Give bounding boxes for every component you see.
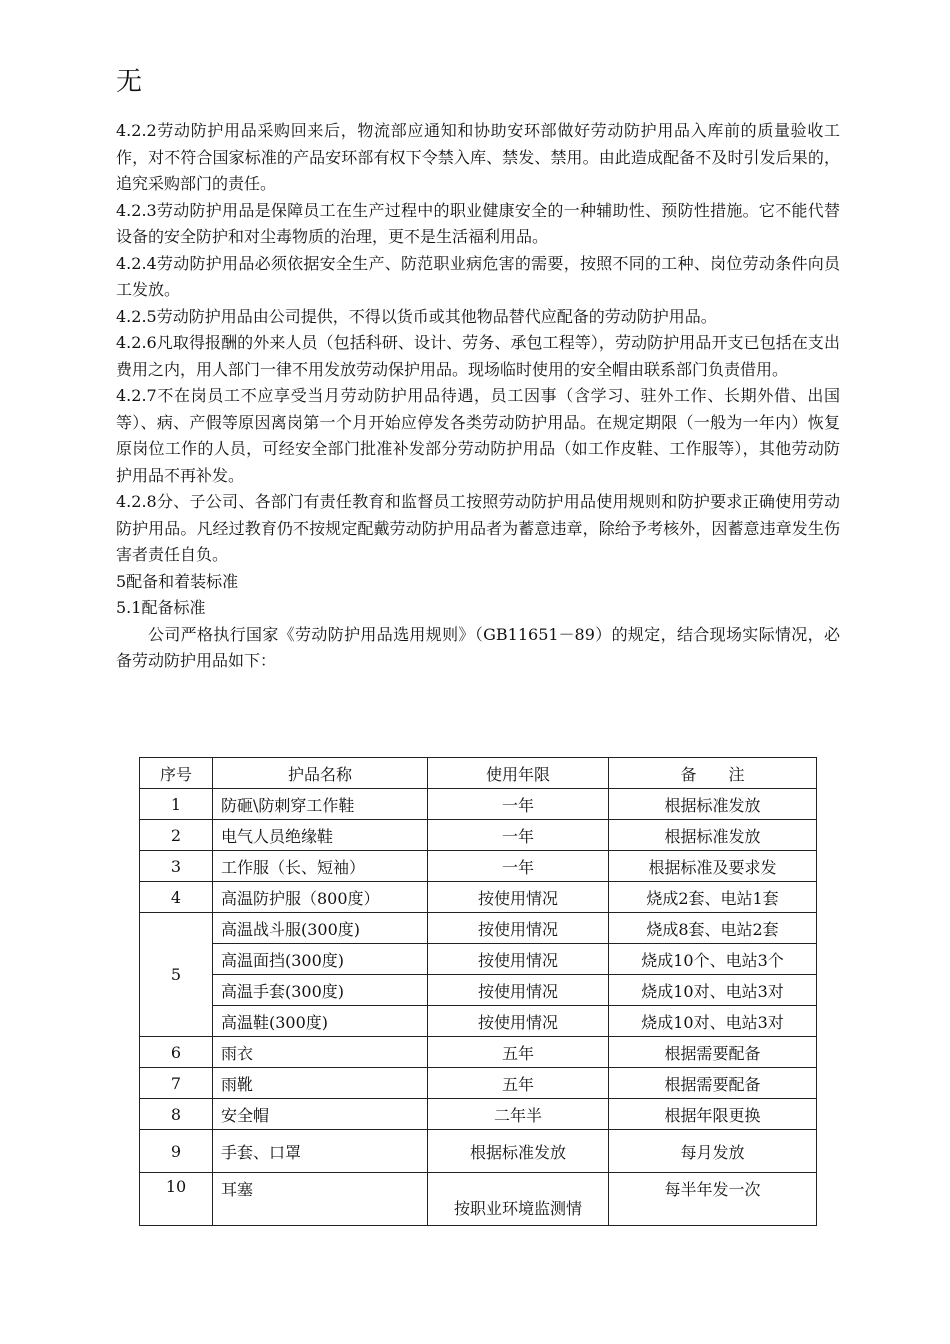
table-row bbox=[140, 975, 817, 1006]
cell-note: 根据需要配备 bbox=[609, 1037, 817, 1068]
cell-years: 按使用情况 bbox=[428, 975, 609, 1006]
table-row bbox=[140, 913, 817, 944]
cell-years: 一年 bbox=[428, 820, 609, 851]
cell-note: 烧成10个、电站3个 bbox=[609, 944, 817, 975]
paragraph-4-2-8: 4.2.8分、子公司、各部门有责任教育和监督员工按照劳动防护用品使用规则和防护要求正确使用劳动防护用品。凡经过教育仍不按规定配戴劳动防护用品者为蓄意违章，除给予考核外，因蓄意违章发生伤害者责任自负。 bbox=[116, 492, 840, 564]
cell-note: 烧成8套、电站2套 bbox=[609, 913, 817, 944]
cell-name: 雨衣 bbox=[213, 1037, 428, 1068]
cell-years: 五年 bbox=[428, 1037, 609, 1068]
table-row bbox=[140, 1068, 817, 1099]
cell-years: 按使用情况 bbox=[428, 944, 609, 975]
cell-note: 烧成10对、电站3对 bbox=[609, 1006, 817, 1037]
table-row bbox=[140, 789, 817, 820]
cell-name: 手套、口罩 bbox=[213, 1130, 428, 1173]
equipment-table bbox=[139, 757, 817, 1226]
cell-no: 6 bbox=[140, 1037, 213, 1068]
table-row bbox=[140, 851, 817, 882]
cell-note: 根据标准及要求发 bbox=[609, 851, 817, 882]
cell-note: 根据标准发放 bbox=[609, 789, 817, 820]
cell-no: 4 bbox=[140, 882, 213, 913]
table-row bbox=[140, 1099, 817, 1130]
cell-name: 雨靴 bbox=[213, 1068, 428, 1099]
table-row bbox=[140, 1173, 817, 1226]
cell-name: 高温战斗服(300度) bbox=[213, 913, 428, 944]
cell-name: 高温手套(300度) bbox=[213, 975, 428, 1006]
cell-years: 按使用情况 bbox=[428, 1006, 609, 1037]
cell-years: 一年 bbox=[428, 789, 609, 820]
table-row bbox=[140, 944, 817, 975]
paragraph-4-2-2: 4.2.2劳动防护用品采购回来后，物流部应通知和协助安环部做好劳动防护用品入库前的质量验收工作，对不符合国家标准的产品安环部有权下令禁入库、禁发、禁用。由此造成配备不及时引发后果的，追究采购部门的责任。 bbox=[116, 121, 840, 193]
header-title: 无 bbox=[116, 67, 143, 97]
cell-name: 工作服（长、短袖） bbox=[213, 851, 428, 882]
table-row bbox=[140, 1006, 817, 1037]
cell-years: 一年 bbox=[428, 851, 609, 882]
cell-no: 7 bbox=[140, 1068, 213, 1099]
cell-name: 防砸\防刺穿工作鞋 bbox=[213, 789, 428, 820]
cell-years: 五年 bbox=[428, 1068, 609, 1099]
cell-note: 根据需要配备 bbox=[609, 1068, 817, 1099]
cell-no-merged: 5 bbox=[140, 913, 213, 1037]
document-body bbox=[116, 118, 840, 675]
cell-name: 耳塞 bbox=[213, 1173, 428, 1226]
cell-no: 1 bbox=[140, 789, 213, 820]
table-row bbox=[140, 1037, 817, 1068]
cell-note: 烧成10对、电站3对 bbox=[609, 975, 817, 1006]
cell-no: 3 bbox=[140, 851, 213, 882]
paragraph-4-2-5: 4.2.5劳动防护用品由公司提供，不得以货币或其他物品替代应配备的劳动防护用品。 bbox=[116, 306, 717, 326]
cell-note: 每半年发一次 bbox=[609, 1173, 817, 1226]
paragraph-4-2-3: 4.2.3劳动防护用品是保障员工在生产过程中的职业健康安全的一种辅助性、预防性措施。它不能代替设备的安全防护和对尘毒物质的治理，更不是生活福利用品。 bbox=[116, 200, 840, 246]
paragraph-4-2-6: 4.2.6凡取得报酬的外来人员（包括科研、设计、劳务、承包工程等），劳动防护用品开支已包括在支出费用之内，用人部门一律不用发放劳动保护用品。现场临时使用的安全帽由联系部门负责借用。 bbox=[116, 333, 840, 379]
cell-years: 根据标准发放 bbox=[428, 1130, 609, 1173]
cell-name: 高温面挡(300度) bbox=[213, 944, 428, 975]
table-row bbox=[140, 820, 817, 851]
cell-note: 根据年限更换 bbox=[609, 1099, 817, 1130]
section-5-1-heading: 5.1配备标准 bbox=[116, 598, 206, 617]
table-header-row bbox=[140, 758, 817, 789]
intro-paragraph: 公司严格执行国家《劳动防护用品选用规则》（GB11651－89）的规定，结合现场实际情况，必备劳动防护用品如下： bbox=[116, 624, 840, 670]
header-note: 备 注 bbox=[609, 758, 817, 789]
cell-years: 二年半 bbox=[428, 1099, 609, 1130]
cell-note: 根据标准发放 bbox=[609, 820, 817, 851]
cell-no: 8 bbox=[140, 1099, 213, 1130]
cell-no: 9 bbox=[140, 1130, 213, 1173]
section-5-heading: 5配备和着装标准 bbox=[116, 571, 239, 591]
paragraph-4-2-4: 4.2.4劳动防护用品必须依据安全生产、防范职业病危害的需要，按照不同的工种、岗位劳动条件向员工发放。 bbox=[116, 253, 840, 299]
cell-years: 按使用情况 bbox=[428, 882, 609, 913]
cell-years: 按职业环境监测情 bbox=[428, 1173, 609, 1226]
cell-note: 每月发放 bbox=[609, 1130, 817, 1173]
paragraph-4-2-7: 4.2.7不在岗员工不应享受当月劳动防护用品待遇，员工因事（含学习、驻外工作、长期外借、出国等）、病、产假等原因离岗第一个月开始应停发各类劳动防护用品。在规定期限（一般为一年内）恢复原岗位工作的人员，可经安全部门批准补发部分劳动防护用品（如工作皮鞋、工作服等），其他劳动防护用品不再补发。 bbox=[116, 386, 840, 485]
cell-name: 安全帽 bbox=[213, 1099, 428, 1130]
cell-years: 按使用情况 bbox=[428, 913, 609, 944]
cell-name: 电气人员绝缘鞋 bbox=[213, 820, 428, 851]
header-years: 使用年限 bbox=[428, 758, 609, 789]
table-row bbox=[140, 882, 817, 913]
cell-no: 10 bbox=[140, 1173, 213, 1226]
table-row bbox=[140, 1130, 817, 1173]
header-no: 序号 bbox=[140, 758, 213, 789]
cell-name: 高温防护服（800度） bbox=[213, 882, 428, 913]
cell-no: 2 bbox=[140, 820, 213, 851]
cell-name: 高温鞋(300度) bbox=[213, 1006, 428, 1037]
cell-note: 烧成2套、电站1套 bbox=[609, 882, 817, 913]
header-name: 护品名称 bbox=[213, 758, 428, 789]
